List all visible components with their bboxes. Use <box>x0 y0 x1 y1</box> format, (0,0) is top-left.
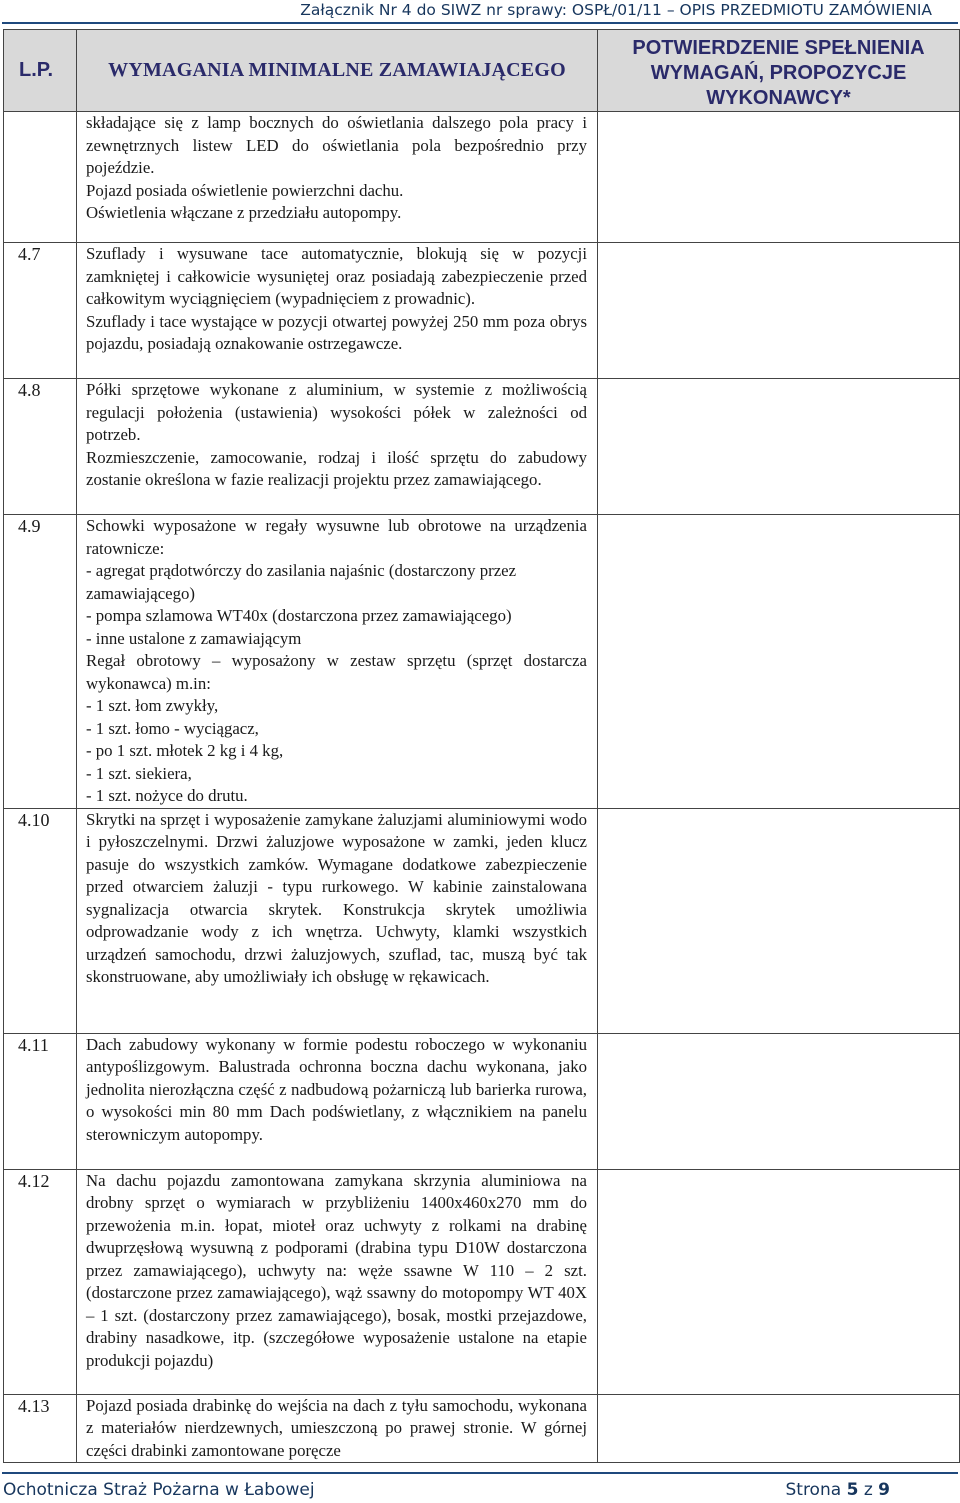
requirement-paragraph: - agregat prądotwórczy do zasilania najaśnic (dostarczony przez zamawiającego) <box>86 561 517 603</box>
row-number: 4.10 <box>4 808 77 1033</box>
confirmation-cell[interactable] <box>598 1394 960 1463</box>
requirement-paragraph: - 1 szt. siekiera, <box>86 763 192 783</box>
confirmation-cell[interactable] <box>598 808 960 1033</box>
page-of: z <box>863 1480 873 1500</box>
requirement-paragraph: - po 1 szt. młotek 2 kg i 4 kg, <box>86 741 284 760</box>
table-row <box>4 1033 960 1169</box>
header-rule <box>2 22 958 24</box>
confirmation-cell[interactable] <box>598 243 960 379</box>
footer-organization: Ochotnicza Straż Pożarna w Łabowej <box>3 1480 315 1500</box>
table-row <box>4 112 960 243</box>
requirement-paragraph: - pompa szlamowa WT40x (dostarczona przez zamawiającego) <box>86 606 512 625</box>
requirement-paragraph: Oświetlenia włączane z przedziału autopompy. <box>86 203 402 222</box>
table-row <box>4 379 960 515</box>
page-footer <box>0 1472 960 1503</box>
column-header-requirements: WYMAGANIA MINIMALNE ZAMAWIAJĄCEGO <box>77 30 598 112</box>
requirement-paragraph: - 1 szt. nożyce do drutu. <box>86 786 248 805</box>
table-row <box>4 808 960 1033</box>
confirmation-cell[interactable] <box>598 1169 960 1394</box>
requirement-paragraph: Półki sprzętowe wykonane z aluminium, w systemie z możliwością regulacji położenia (ustawienia) wysokości półek w zależności od potrzeb. <box>86 380 587 444</box>
requirement-paragraph: - 1 szt. łomo - wyciągacz, <box>86 718 259 738</box>
footer-rule <box>2 1472 958 1474</box>
confirmation-cell[interactable] <box>598 1033 960 1169</box>
confirmation-cell[interactable] <box>598 379 960 515</box>
requirement-paragraph: Dach zabudowy wykonany w formie podestu roboczego w wykonaniu antypoślizgowym. Balustrada ochronna boczna dachu wykonana, jako jednolita nierozłączna część z nadbudową pożarniczą lub barierka rurowa, o wysokości min 80 mm Dach podświetlany, z włącznikiem na panelu sterowniczym autopompy. <box>86 1034 587 1144</box>
row-number: 4.8 <box>4 379 77 515</box>
row-number: 4.9 <box>4 515 77 809</box>
page-header-text: Załącznik Nr 4 do SIWZ nr sprawy: OSPŁ/01/11 – OPIS PRZEDMIOTU ZAMÓWIENIA <box>300 1 932 19</box>
requirement-paragraph: Na dachu pojazdu zamontowana zamykana skrzynia aluminiowa na drobny sprzęt o wymiarach w przybliżeniu 1400x460x270 mm do przewożenia m.in. łopat, mioteł oraz uchwyty z rolkami na drabinę dwuprzęsłową wysuwną z podporami (drabina typu D10W dostarczona przez zamawiającego), uchwyty na: węże ssawne W 110 – 2 szt. (dostarczone przez zamawiającego), wąż ssawny do motopompy WT 40X – 1 szt. (dostarczony przez zamawiającego), bosak, mostki przejazdowe, drabiny nasadkowe, itp. (szczegółowe wyposażenie ustalone na etapie produkcji pojazdu) <box>86 1170 587 1370</box>
table-header-row <box>4 30 960 112</box>
row-number: 4.7 <box>4 243 77 379</box>
row-number: 4.13 <box>4 1394 77 1463</box>
requirement-paragraph: składające się z lamp bocznych do oświetlania dalszego pola pracy i zewnętrznych listew LED do oświetlania pola bezpośrednio przy pojeździe. <box>86 113 587 177</box>
requirement-paragraph: - 1 szt. łom zwykły, <box>86 696 219 715</box>
requirement-text <box>77 1033 598 1169</box>
requirement-text <box>77 379 598 515</box>
table-body <box>4 112 960 1463</box>
requirement-text <box>77 1394 598 1463</box>
row-number: 4.12 <box>4 1169 77 1394</box>
page-current: 5 <box>846 1480 859 1500</box>
requirement-paragraph: Schowki wyposażone w regały wysuwne lub obrotowe na urządzenia ratownicze: <box>86 516 587 558</box>
page-word: Strona <box>785 1480 842 1500</box>
table-row <box>4 243 960 379</box>
table-row <box>4 515 960 809</box>
requirement-paragraph: Szuflady i wysuwane tace automatycznie, blokują się w pozycji zamkniętej i całkowicie wysuniętej oraz posiadają zabezpieczenie przed całkowitym wyciągnięciem (wypadnięciem z prowadnic). <box>86 244 587 308</box>
table-row <box>4 1169 960 1394</box>
requirement-paragraph: Pojazd posiada oświetlenie powierzchni dachu. <box>86 180 404 200</box>
requirement-text <box>77 243 598 379</box>
requirement-paragraph: - inne ustalone z zamawiającym <box>86 628 302 648</box>
confirmation-cell[interactable] <box>598 112 960 243</box>
requirements-table <box>3 29 960 1463</box>
requirement-paragraph: Szuflady i tace wystające w pozycji otwartej powyżej 250 mm poza obrys pojazdu, posiadają oznakowanie ostrzegawcze. <box>86 311 587 353</box>
requirement-paragraph: Pojazd posiada drabinkę do wejścia na dach z tyłu samochodu, wykonana z materiałów nierdzewnych, umieszczoną po prawej stronie. W górnej części drabinki zamontowane poręcze <box>86 1395 587 1460</box>
requirement-text <box>77 1169 598 1394</box>
column-header-lp: L.P. <box>4 30 77 112</box>
requirement-paragraph: Rozmieszczenie, zamocowanie, rodzaj i ilość sprzętu do zabudowy zostanie określona w fazie realizacji projektu przez zamawiającego. <box>86 447 587 489</box>
page-number <box>785 1480 890 1500</box>
table-row <box>4 1394 960 1463</box>
confirmation-cell[interactable] <box>598 515 960 809</box>
requirement-text <box>77 808 598 1033</box>
requirement-paragraph: Skrytki na sprzęt i wyposażenie zamykane żaluzjami aluminiowymi wodo i pyłoszczelnymi. Drzwi żaluzjowe wyposażone w zamki, jeden klucz pasuje do wszystkich zamków. Wymagane dodatkowe zabezpieczenie przed otwarciem żaluzji - typu rurkowego. W kabinie zainstalowana sygnalizacja otwarcia skrytek. Konstrukcja skrytek umożliwia odprowadzanie wody z ich wnętrza. Uchwyty, klamki wszystkich urządzeń samochodu, drzwi żaluzjowych, szuflad, tac, muszą być tak skonstruowane, aby umożliwiały ich obsługę w rękawicach. <box>86 809 587 986</box>
requirement-text <box>77 515 598 809</box>
requirement-paragraph: Regał obrotowy – wyposażony w zestaw sprzętu (sprzęt dostarcza wykonawca) m.in: <box>86 651 587 693</box>
page-total: 9 <box>878 1480 890 1500</box>
page-header <box>0 0 960 22</box>
column-header-confirmation: POTWIERDZENIE SPEŁNIENIA WYMAGAŃ, PROPOZYCJE WYKONAWCY* <box>598 30 960 112</box>
row-number: 4.11 <box>4 1033 77 1169</box>
requirement-text <box>77 112 598 243</box>
row-number <box>4 112 77 243</box>
